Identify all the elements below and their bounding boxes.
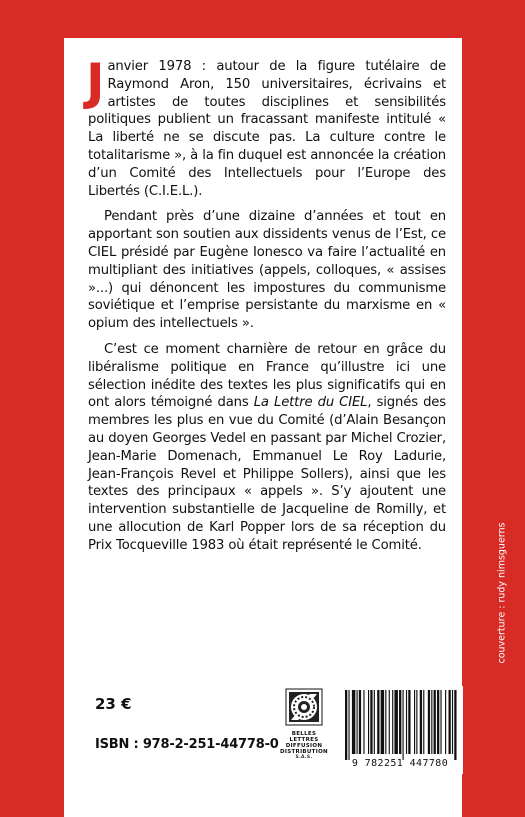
blurb-paragraph-1 xyxy=(86,53,446,200)
barcode-bar xyxy=(385,690,386,754)
barcode-bar xyxy=(431,690,432,754)
barcode-bar xyxy=(348,690,349,760)
barcode-bar xyxy=(449,690,451,754)
barcode-bar xyxy=(370,690,372,754)
barcode-number: 9 782251 447780 xyxy=(351,758,449,769)
barcode-bar xyxy=(445,690,446,754)
publisher-logo-icon xyxy=(278,687,330,761)
barcode-bar xyxy=(403,690,404,760)
cover-credit-text: couverture : rudy nimsguerns xyxy=(496,522,508,664)
paragraph-1-text: anvier 1978 : autour de la figure tutélaire de Raymond Aron, 150 universitaires, écrivains et artistes de toutes disciplines et sensibilités politiques publient un fracassant manifeste intitulé « La liberté ne se discute pas. La culture contre le totalitarisme », à la fin duquel est annoncée la création d’un Comité des Intellectuels pour l’Europe des Libertés (C.I.E.L.). xyxy=(88,59,446,199)
journal-title: La Lettre du CIEL xyxy=(253,395,368,411)
barcode-bar xyxy=(377,690,379,754)
blurb-paragraph-2: Pendant près d’une dizaine d’années et tout en apportant son soutien aux dissidents venus de l’Est, ce CIEL présidé par Eugène Ionesco va faire l’actualité en multipliant des initiatives (appels, colloques, « assises »...) qui dénoncent les impostures du communisme soviétique et l’emprise persistante du marxisme en « opium des intellectuels ». xyxy=(88,209,446,332)
logo-line-4: S.A.S. xyxy=(295,755,313,760)
isbn: ISBN : 978-2-251-44778-0 xyxy=(95,737,279,752)
blurb xyxy=(86,53,446,563)
barcode-bar xyxy=(437,690,439,754)
barcode-bar xyxy=(374,690,375,754)
cover-credit xyxy=(494,523,510,663)
barcode-bar xyxy=(352,690,355,754)
paragraph-3-text-b: , signés des membres les plus en vue du Comité (d’Alain Besançon au doyen Georges Vedel en passant par Michel Crozier, Jean-Marie Domenach, Emmanuel Le Roy Ladurie, Jean-François Revel et Philippe Sollers), ainsi que les textes des principaux « appels ». S’y ajoutent une intervention substantielle de Jacqueline de Romilly, et une allocution de Karl Popper lors de sa réception du Prix Tocqueville 1983 où était représenté le Comité. xyxy=(88,395,446,553)
barcode-bar xyxy=(392,690,393,754)
logo-line-2: DIFFUSION xyxy=(285,743,323,749)
barcode-bar xyxy=(368,690,369,754)
publisher-logo-emblem-icon xyxy=(284,687,324,727)
barcode-bar xyxy=(423,690,424,754)
paragraph-3-text-a: C’est ce moment charnière de retour en grâce du libéralisme politique en France qu’illustre ici une sélection inédite des textes les plus significatifs qui en ont alors témoigné dans xyxy=(88,341,446,411)
barcode-bar xyxy=(399,690,401,754)
barcode-bar xyxy=(434,690,436,754)
drop-cap: J xyxy=(86,53,105,111)
barcode-bar xyxy=(363,690,364,754)
barcode-bar xyxy=(420,690,422,754)
barcode-bar xyxy=(381,690,384,754)
barcode-bar xyxy=(428,690,430,754)
barcode-bar xyxy=(454,690,456,760)
logo-line-1: BELLES LETTRES xyxy=(289,731,319,743)
barcode-bar xyxy=(389,690,390,754)
barcode-bar xyxy=(452,690,453,754)
logo-line-3: DISTRIBUTION xyxy=(280,749,328,755)
barcode-bar xyxy=(440,690,441,754)
barcode-bar xyxy=(345,690,347,760)
barcode-bar xyxy=(359,690,361,754)
barcode-bar xyxy=(406,690,407,754)
barcode-bar xyxy=(414,690,415,754)
blurb-paragraph-3 xyxy=(88,341,446,555)
barcode-bar xyxy=(357,690,358,754)
price: 23 € xyxy=(95,695,132,713)
barcode-bar xyxy=(394,690,397,754)
barcode-bar xyxy=(416,690,417,754)
barcode-bar xyxy=(408,690,410,754)
